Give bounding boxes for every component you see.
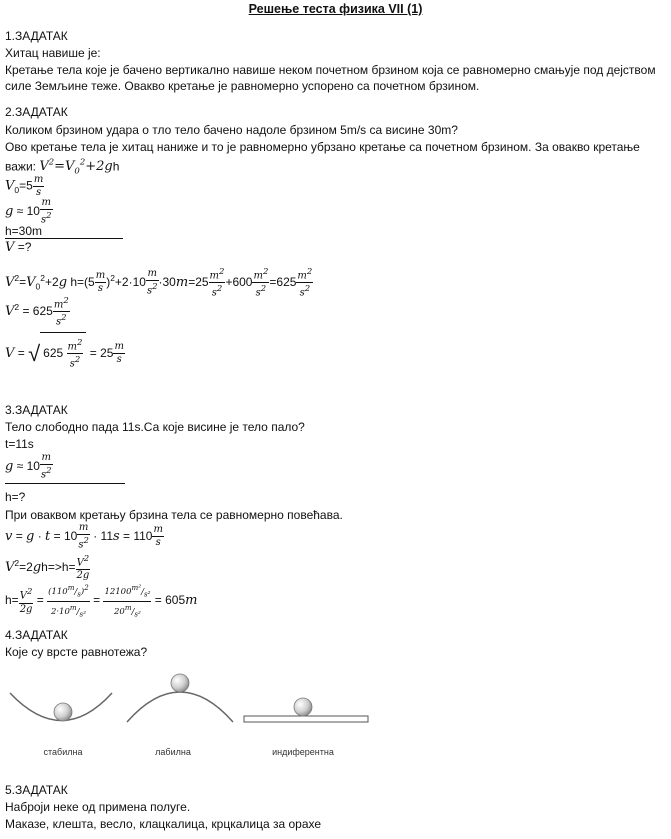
labile-curve: [127, 692, 233, 722]
task2-question: Коликом брзином удара о тло тело бачено надоле брзином 5m/s са висине 30m?: [5, 123, 458, 137]
indifferent-ball: [294, 698, 312, 716]
stable-ball: [54, 703, 72, 721]
task5-heading: 5.ЗАДАТАК: [5, 783, 68, 797]
formula-v2-result: $V^2 = 625$ $\frac{m^2}{s^2}$: [5, 296, 69, 328]
given-g-task3: g ≈ 10 $\frac{m}{s^2}$: [5, 452, 52, 481]
task1-heading: 1.ЗАДАТАК: [5, 29, 68, 43]
given-g: g ≈ 10 $\frac{m}{s^2}$: [5, 197, 52, 226]
task5-answer: Маказе, клешта, весло, клацкалица, крцкалица за орахе: [5, 817, 322, 831]
task3-heading: 3.ЗАДАТАК: [5, 403, 68, 417]
task2-text-line2-label: важи:: [5, 159, 36, 174]
formula-h-derivation: $V^2=2gh=>h=$ $\frac{V^2}{2g}$: [5, 554, 90, 582]
task3-question: Тело слободно пада 11s.Са које висине је тело пало?: [5, 420, 305, 434]
caption-labile: лабилна: [155, 747, 191, 757]
divider-line-task3: [5, 483, 125, 484]
formula-h-result: h= $\frac{V^2}{2g}$ = $\frac{(110^m/_s)^2}{2\cdot 10^m/_{s^2}}$ = $\frac{12100^{m^2}/_{s^2}}{20^m/_{s^2}}$ = 605m: [5, 583, 198, 619]
task2-heading: 2.ЗАДАТАК: [5, 105, 68, 119]
caption-stable: стабилна: [43, 747, 83, 757]
task1-question: Хитац навише је:: [5, 46, 101, 60]
unknown-h: h=?: [5, 490, 26, 504]
page-title: Решење теста физика VII (1): [248, 2, 423, 16]
given-v0: $V_0=5$ $\frac{m}{s}$: [5, 174, 44, 198]
equilibrium-diagram: [0, 666, 380, 736]
formula-v2-substitution: $V^2=V_0^2+2g$ h=(5 $\frac{m}{s}$ )$^2$+2·10 $\frac{m}{s^2}$ ·30m=25 $\frac{m^2}{s^2}$ +600 $\frac{m^2}{s^2}$ =625 $\frac{m^2}{s^2}$: [5, 267, 313, 299]
task3-text: При оваквом кретању брзина тела се равномерно повећава.: [5, 508, 343, 522]
task2-text-line2: важи: $V^2=V_0^2+2gh$: [5, 158, 120, 177]
unknown-v: V =?: [5, 240, 32, 255]
task4-question: Које су врсте равнотежа?: [5, 645, 148, 659]
given-h: h=30m: [5, 224, 43, 238]
labile-ball: [171, 674, 189, 692]
flat-surface: [244, 716, 368, 722]
caption-indifferent: индиферентна: [272, 747, 334, 757]
formula-v2-general: $V^2=V_0^2+2g$: [39, 158, 113, 177]
task1-answer-line1: Кретање тела које је бачено вертикално навише неком почетном брзином која се равномерно смањује под дејством: [5, 63, 656, 77]
formula-v-gt: v = g · t = 10 $\frac{m}{s^2}$ · 11s = 110 $\frac{m}{s}$: [5, 522, 163, 551]
formula-v-result: V = √ 625 $\frac{m^2}{s^2}$ = 25 $\frac{m}{s}$: [5, 332, 125, 372]
task5-question: Наброји неке од примена полуге.: [5, 800, 191, 814]
given-t: t=11s: [5, 437, 34, 451]
task2-text-line1: Ово кретање тела је хитац наниже и то је равномерно убрзано кретање са почетном брзином. За овакво кретање: [5, 140, 640, 154]
task4-heading: 4.ЗАДАТАК: [5, 628, 68, 642]
task1-answer-line2: силе Земљине теже. Овакво кретање је равномерно успорено са почетном брзином.: [5, 79, 480, 93]
